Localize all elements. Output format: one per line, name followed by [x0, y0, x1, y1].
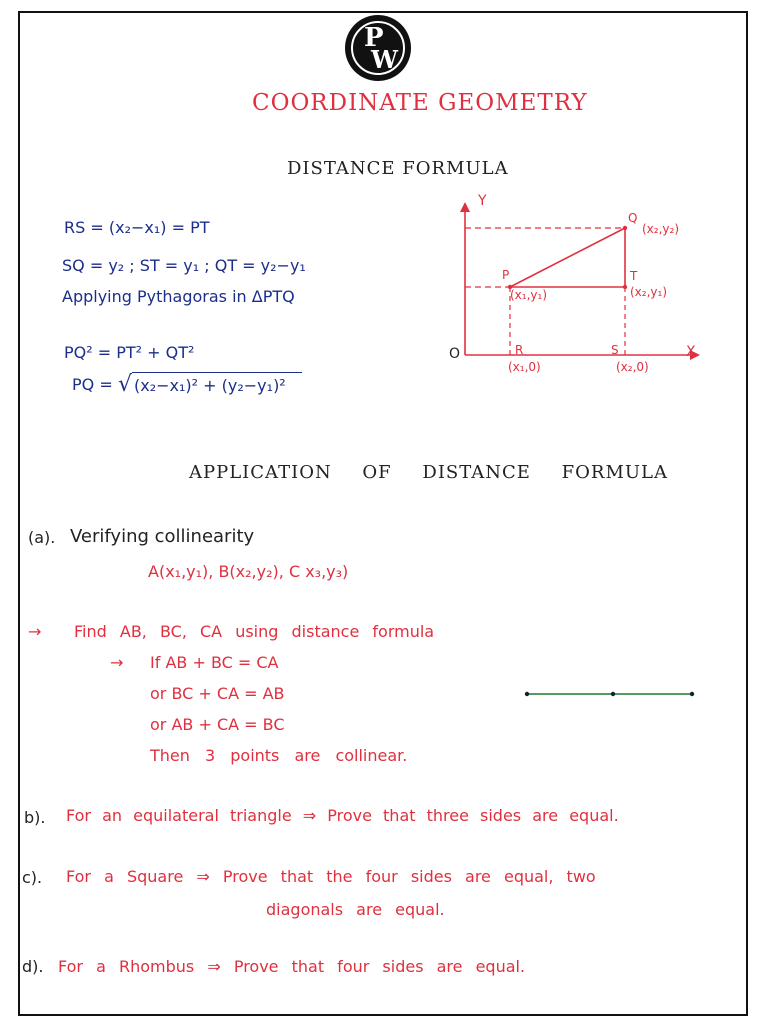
- s-label: S: [611, 343, 619, 357]
- t-coord: (x₂,y₁): [630, 285, 668, 299]
- item-c-text-1: For a Square ⇒ Prove that the four sides are equal, two: [66, 867, 596, 886]
- y-axis-label: Y: [478, 193, 487, 209]
- origin-label: O: [449, 346, 461, 362]
- collinear-point-b: [611, 692, 615, 696]
- y-axis-arrow-icon: [460, 202, 470, 212]
- item-c-label: c).: [22, 868, 43, 887]
- collinear-point-a: [525, 692, 529, 696]
- p-label: P: [502, 268, 510, 282]
- formula-line-5: PQ =: [72, 375, 113, 394]
- then-line: Then 3 points are collinear.: [150, 746, 408, 765]
- r-label: R: [515, 343, 524, 357]
- condition-3: or AB + CA = BC: [150, 715, 285, 734]
- item-c-text-2: diagonals are equal.: [266, 900, 445, 919]
- item-d-label: d).: [22, 957, 44, 976]
- page-title: COORDINATE GEOMETRY: [252, 90, 588, 116]
- item-a-label: (a).: [28, 528, 56, 547]
- find-arrow-icon: →: [28, 622, 42, 641]
- item-b-text: For an equilateral triangle ⇒ Prove that three sides are equal.: [66, 806, 619, 825]
- x-axis-label: X: [686, 344, 696, 360]
- distance-diagram: [430, 190, 720, 380]
- item-b-label: b).: [24, 808, 46, 827]
- q-label: Q: [628, 211, 638, 225]
- sub-arrow-icon: →: [110, 653, 124, 672]
- point-q: [623, 226, 627, 230]
- point-t: [623, 285, 627, 289]
- sqrt-sign: √: [118, 372, 133, 397]
- logo-letter-p: P: [364, 23, 384, 53]
- application-heading: APPLICATION OF DISTANCE FORMULA: [189, 462, 669, 483]
- collinear-points-line: [520, 688, 700, 700]
- t-label: T: [630, 269, 638, 283]
- pw-logo: [345, 15, 411, 81]
- condition-1: If AB + BC = CA: [150, 653, 279, 672]
- formula-line-2: SQ = y₂ ; ST = y₁ ; QT = y₂−y₁: [62, 256, 306, 275]
- formula-line-1: RS = (x₂−x₁) = PT: [64, 218, 210, 237]
- q-coord: (x₂,y₂): [642, 222, 680, 236]
- condition-2: or BC + CA = AB: [150, 684, 285, 703]
- find-line: Find AB, BC, CA using distance formula: [74, 622, 435, 641]
- item-a-points: A(x₁,y₁), B(x₂,y₂), C x₃,y₃): [148, 562, 349, 581]
- r-coord: (x₁,0): [508, 360, 541, 374]
- collinear-point-c: [690, 692, 694, 696]
- item-a-title: Verifying collinearity: [70, 526, 255, 547]
- formula-line-4: PQ² = PT² + QT²: [64, 343, 195, 362]
- sqrt-vinculum: [132, 372, 302, 373]
- s-coord: (x₂,0): [616, 360, 649, 374]
- distance-formula-heading: DISTANCE FORMULA: [287, 158, 509, 179]
- p-coord: (x₁,y₁): [510, 288, 548, 302]
- radicand: (x₂−x₁)² + (y₂−y₁)²: [134, 376, 286, 395]
- segment-pq: [510, 228, 625, 287]
- item-d-text: For a Rhombus ⇒ Prove that four sides are equal.: [58, 957, 526, 976]
- formula-line-3: Applying Pythagoras in ΔPTQ: [62, 287, 295, 306]
- logo-letter-w: W: [371, 45, 398, 74]
